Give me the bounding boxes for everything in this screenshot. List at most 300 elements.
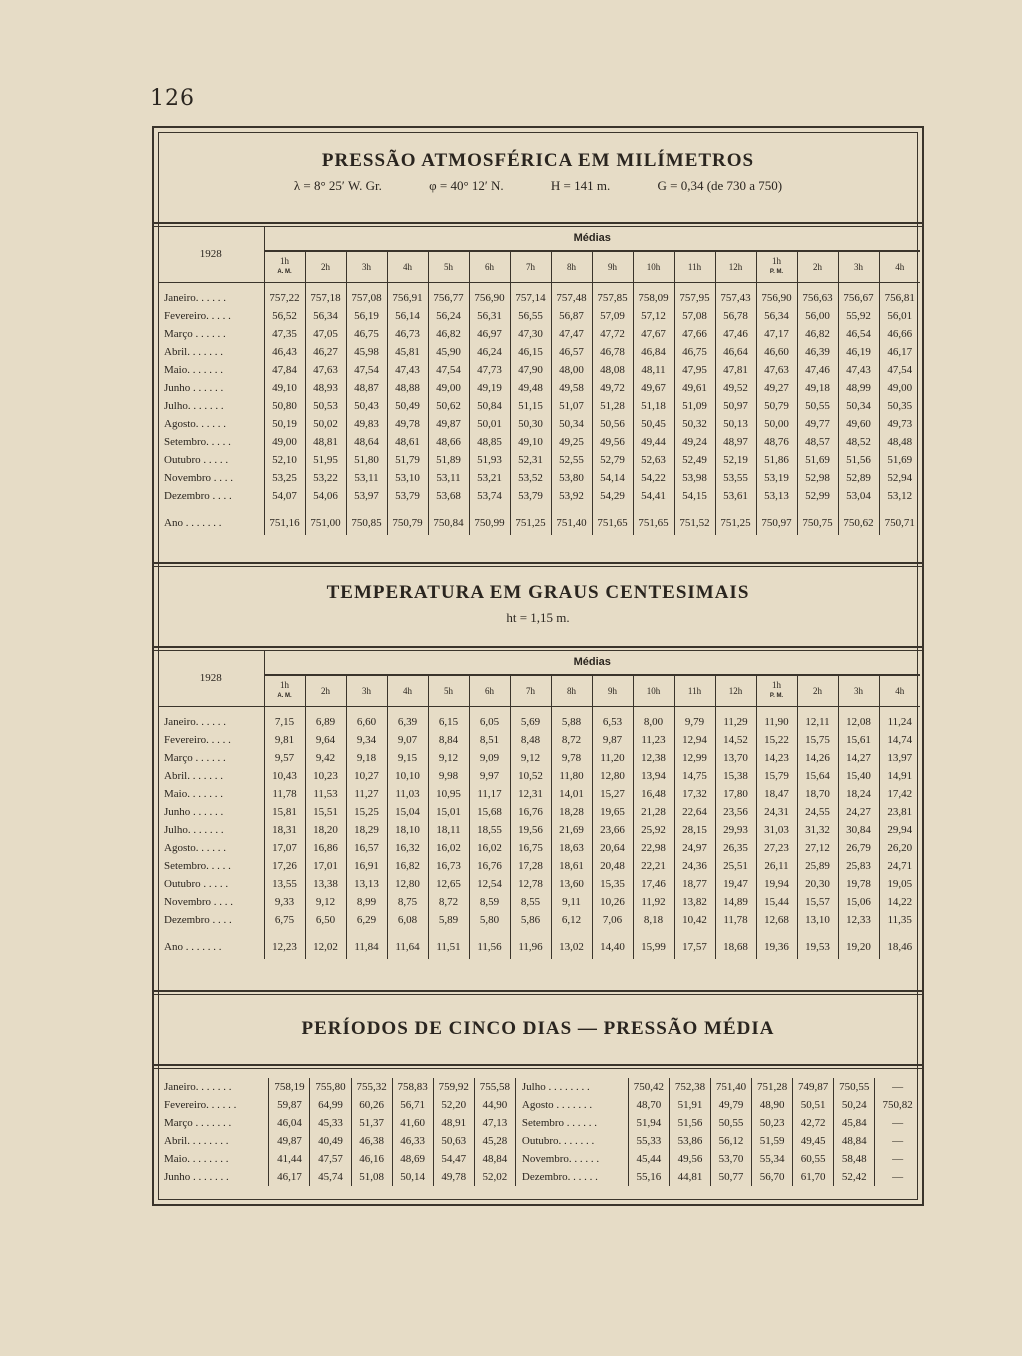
pressure-value-cell: 757,43 [715, 289, 756, 307]
temperature-medias-label: Médias [573, 656, 611, 668]
pressure-value-cell: 49,87 [428, 415, 469, 433]
periods-left-value: 755,80 [310, 1078, 351, 1096]
pressure-value-cell: 50,02 [305, 415, 346, 433]
temperature-hour-label: 4h [895, 685, 905, 696]
temperature-value-cell: 16,76 [469, 857, 510, 875]
pressure-value-cell: 49,24 [674, 433, 715, 451]
pressure-value-cell: 757,85 [592, 289, 633, 307]
pressure-value-cell: 50,79 [756, 397, 797, 415]
pressure-value-cell: 50,00 [756, 415, 797, 433]
pressure-value-cell: 48,76 [756, 433, 797, 451]
temperature-value-cell: 9,12 [510, 749, 551, 767]
temperature-value-cell: 19,94 [756, 875, 797, 893]
temperature-value-cell: 12,94 [674, 731, 715, 749]
temperature-value-cell: 11,24 [879, 713, 920, 731]
temperature-value-cell: 23,56 [715, 803, 756, 821]
pressure-value-cell: 46,73 [387, 325, 428, 343]
pressure-month-label: Março . . . . . . [158, 325, 264, 343]
pressure-row [158, 487, 920, 505]
temperature-value-cell: 6,60 [346, 713, 387, 731]
temperature-annual-value: 17,57 [674, 935, 715, 959]
pressure-value-cell: 45,98 [346, 343, 387, 361]
temperature-value-cell: 15,01 [428, 803, 469, 821]
temperature-value-cell: 6,08 [387, 911, 428, 929]
temperature-value-cell: 16,76 [510, 803, 551, 821]
pressure-annual-value: 751,65 [592, 511, 633, 535]
page-number: 126 [150, 86, 195, 111]
temperature-annual-value: 11,56 [469, 935, 510, 959]
temperature-value-cell: 30,84 [838, 821, 879, 839]
temperature-value-cell: 11,20 [592, 749, 633, 767]
periods-right-value: 55,16 [628, 1168, 669, 1186]
periods-left-value: 755,58 [474, 1078, 515, 1096]
temperature-month-label: Setembro. . . . . [158, 857, 264, 875]
temperature-hour-header [469, 675, 510, 707]
pressure-value-cell: 50,56 [592, 415, 633, 433]
periods-left-month: Maio. . . . . . . . [164, 1153, 229, 1165]
temperature-value-cell: 9,42 [305, 749, 346, 767]
pressure-value-cell: 56,19 [346, 307, 387, 325]
pressure-value-cell: 53,04 [838, 487, 879, 505]
temperature-value-cell: 10,27 [346, 767, 387, 785]
temperature-value-cell: 18,70 [797, 785, 838, 803]
pressure-hour-label: 3h [854, 261, 863, 272]
pressure-value-cell: 51,79 [387, 451, 428, 469]
temperature-value-cell: 11,27 [346, 785, 387, 803]
temperature-value-cell: 9,09 [469, 749, 510, 767]
temperature-hour-label: 9h [608, 685, 617, 696]
temperature-value-cell: 11,90 [756, 713, 797, 731]
periods-left-value: 48,69 [392, 1150, 433, 1168]
pressure-row [158, 433, 920, 451]
pressure-value-cell: 48,66 [428, 433, 469, 451]
periods-right-month: Novembro. . . . . . [515, 1150, 628, 1168]
pressure-row [158, 307, 920, 325]
pressure-annual-value: 750,79 [387, 511, 428, 535]
periods-left-value: 47,13 [474, 1114, 515, 1132]
pressure-hour-label: 11h [687, 261, 702, 272]
pressure-value-cell: 47,30 [510, 325, 551, 343]
periods-right-value: 50,77 [710, 1168, 751, 1186]
temperature-value-cell: 14,89 [715, 893, 756, 911]
pressure-value-cell: 53,80 [551, 469, 592, 487]
temperature-value-cell: 25,83 [838, 857, 879, 875]
periods-right-value: 50,23 [752, 1114, 793, 1132]
pressure-value-cell: 45,81 [387, 343, 428, 361]
temperature-value-cell: 24,55 [797, 803, 838, 821]
periods-right-value: 50,24 [834, 1096, 875, 1114]
temperature-value-cell: 12,33 [838, 911, 879, 929]
periods-right-value: 51,91 [669, 1096, 710, 1114]
pressure-value-cell: 53,25 [264, 469, 305, 487]
temperature-hour-label: 2h [813, 685, 822, 696]
pressure-value-cell: 48,48 [879, 433, 920, 451]
temperature-row [158, 893, 920, 911]
periods-left-value: 49,87 [269, 1132, 310, 1150]
temperature-value-cell: 25,51 [715, 857, 756, 875]
periods-left-value: 60,26 [351, 1096, 392, 1114]
temperature-value-cell: 13,82 [674, 893, 715, 911]
pressure-hour-header [551, 251, 592, 283]
periods-left-value: 41,60 [392, 1114, 433, 1132]
temperature-row [158, 821, 920, 839]
periods-right-value: 53,70 [710, 1150, 751, 1168]
periods-left-value: 49,78 [433, 1168, 474, 1186]
pressure-value-cell: 48,93 [305, 379, 346, 397]
pressure-value-cell: 52,89 [838, 469, 879, 487]
pressure-month-label: Junho . . . . . . [158, 379, 264, 397]
temperature-month-label: Dezembro . . . . [158, 911, 264, 929]
pressure-hour-header [264, 251, 305, 283]
periods-right-value: 51,56 [669, 1114, 710, 1132]
temperature-value-cell: 9,97 [469, 767, 510, 785]
pressure-param-altitude: H = 141 m. [550, 178, 611, 193]
pressure-value-cell: 47,67 [633, 325, 674, 343]
pressure-value-cell: 47,63 [305, 361, 346, 379]
temperature-value-cell: 8,59 [469, 893, 510, 911]
temperature-hour-header [756, 675, 797, 707]
pressure-value-cell: 54,41 [633, 487, 674, 505]
pressure-hour-header [715, 251, 756, 283]
temperature-hour-header [305, 675, 346, 707]
periods-table-wrap [158, 1078, 920, 1186]
pressure-value-cell: 46,39 [797, 343, 838, 361]
pressure-value-cell: 47,43 [387, 361, 428, 379]
periods-right-value: — [875, 1168, 920, 1186]
pressure-value-cell: 53,11 [346, 469, 387, 487]
periods-left-value: 48,91 [433, 1114, 474, 1132]
temperature-value-cell: 19,78 [838, 875, 879, 893]
periods-right-value: 44,81 [669, 1168, 710, 1186]
pressure-row [158, 361, 920, 379]
pressure-value-cell: 56,01 [879, 307, 920, 325]
periods-left-value: 47,57 [310, 1150, 351, 1168]
temperature-value-cell: 5,88 [551, 713, 592, 731]
temperature-hour-header [387, 675, 428, 707]
temperature-value-cell: 16,86 [305, 839, 346, 857]
temperature-value-cell: 20,30 [797, 875, 838, 893]
pressure-value-cell: 49,27 [756, 379, 797, 397]
temperature-value-cell: 15,25 [346, 803, 387, 821]
temperature-hour-header [797, 675, 838, 707]
pressure-value-cell: 47,90 [510, 361, 551, 379]
pressure-value-cell: 50,43 [346, 397, 387, 415]
temperature-annual-value: 12,02 [305, 935, 346, 959]
temperature-value-cell: 5,69 [510, 713, 551, 731]
pressure-value-cell: 54,22 [633, 469, 674, 487]
temperature-month-label: Março . . . . . . [158, 749, 264, 767]
pressure-annual-value: 750,85 [346, 511, 387, 535]
periods-left-value: 758,19 [269, 1078, 310, 1096]
periods-right-value: 50,51 [793, 1096, 834, 1114]
pressure-value-cell: 53,68 [428, 487, 469, 505]
temperature-value-cell: 13,38 [305, 875, 346, 893]
temperature-value-cell: 18,77 [674, 875, 715, 893]
pressure-bottom-rule [154, 562, 922, 567]
temperature-value-cell: 26,20 [879, 839, 920, 857]
periods-right-value: 52,42 [834, 1168, 875, 1186]
temperature-year: 1928 [158, 650, 264, 707]
periods-right-value: — [875, 1114, 920, 1132]
pressure-value-cell: 51,69 [879, 451, 920, 469]
temperature-value-cell: 10,95 [428, 785, 469, 803]
temperature-row [158, 839, 920, 857]
temperature-value-cell: 7,15 [264, 713, 305, 731]
pressure-value-cell: 756,91 [387, 289, 428, 307]
pressure-value-cell: 757,22 [264, 289, 305, 307]
periods-left-value: 50,63 [433, 1132, 474, 1150]
temperature-hour-label: 2h [321, 685, 330, 696]
pressure-value-cell: 49,00 [879, 379, 920, 397]
pressure-value-cell: 50,32 [674, 415, 715, 433]
temperature-value-cell: 16,91 [346, 857, 387, 875]
temperature-value-cell: 13,55 [264, 875, 305, 893]
temperature-value-cell: 9,87 [592, 731, 633, 749]
pressure-annual-value: 750,97 [756, 511, 797, 535]
temperature-value-cell: 15,35 [592, 875, 633, 893]
pressure-param-longitude: λ = 8° 25′ W. Gr. [293, 178, 382, 193]
temperature-hour-label: 10h [646, 685, 661, 696]
temperature-value-cell: 11,53 [305, 785, 346, 803]
periods-right-value: 42,72 [793, 1114, 834, 1132]
temperature-value-cell: 10,10 [387, 767, 428, 785]
temperature-hour-label: 12h [728, 685, 743, 696]
periods-right-value: — [875, 1132, 920, 1150]
pressure-value-cell: 49,19 [469, 379, 510, 397]
pressure-value-cell: 54,29 [592, 487, 633, 505]
pressure-value-cell: 50,45 [633, 415, 674, 433]
temperature-annual-row [158, 935, 920, 959]
pressure-value-cell: 52,10 [264, 451, 305, 469]
periods-left-value: 64,99 [310, 1096, 351, 1114]
temperature-row [158, 767, 920, 785]
temperature-value-cell: 15,38 [715, 767, 756, 785]
pressure-hour-header [592, 251, 633, 283]
pressure-value-cell: 53,74 [469, 487, 510, 505]
pressure-value-cell: 48,88 [387, 379, 428, 397]
pressure-value-cell: 53,97 [346, 487, 387, 505]
temperature-value-cell: 10,42 [674, 911, 715, 929]
page-frame [152, 126, 924, 1206]
pressure-value-cell: 51,18 [633, 397, 674, 415]
temperature-value-cell: 19,65 [592, 803, 633, 821]
temperature-param: ht = 1,15 m. [506, 610, 570, 625]
temperature-value-cell: 15,40 [838, 767, 879, 785]
pressure-value-cell: 46,78 [592, 343, 633, 361]
pressure-hour-header [756, 251, 797, 283]
pressure-value-cell: 50,13 [715, 415, 756, 433]
pressure-hour-header [838, 251, 879, 283]
pressure-value-cell: 48,87 [346, 379, 387, 397]
periods-left-value: 51,08 [351, 1168, 392, 1186]
temperature-row [158, 803, 920, 821]
pressure-value-cell: 49,25 [551, 433, 592, 451]
pressure-value-cell: 47,63 [756, 361, 797, 379]
pressure-value-cell: 756,81 [879, 289, 920, 307]
pressure-hour-label: 5h [444, 261, 453, 272]
pressure-value-cell: 50,30 [510, 415, 551, 433]
temperature-hour-header [551, 675, 592, 707]
periods-row [158, 1114, 920, 1132]
temperature-value-cell: 6,53 [592, 713, 633, 731]
pressure-hour-label: 7h [526, 261, 535, 272]
pressure-pm-label: P. M. [769, 269, 784, 275]
periods-left-value: 59,87 [269, 1096, 310, 1114]
temperature-value-cell: 7,06 [592, 911, 633, 929]
temperature-hour-label: 5h [444, 685, 453, 696]
periods-right-value: 751,28 [752, 1078, 793, 1096]
pressure-table-wrap [158, 226, 920, 535]
temperature-value-cell: 16,57 [346, 839, 387, 857]
temperature-hour-header [838, 675, 879, 707]
pressure-annual-value: 750,75 [797, 511, 838, 535]
temperature-value-cell: 12,99 [674, 749, 715, 767]
temperature-value-cell: 17,01 [305, 857, 346, 875]
pressure-hour-label: 2h [321, 261, 330, 272]
periods-left-value: 41,44 [269, 1150, 310, 1168]
temperature-value-cell: 8,48 [510, 731, 551, 749]
pressure-value-cell: 52,55 [551, 451, 592, 469]
pressure-title: PRESSÃO ATMOSFÉRICA EM MILÍMETROS [321, 150, 755, 171]
temperature-value-cell: 16,48 [633, 785, 674, 803]
pressure-hour-header [674, 251, 715, 283]
temperature-value-cell: 9,81 [264, 731, 305, 749]
temperature-value-cell: 17,32 [674, 785, 715, 803]
pressure-value-cell: 51,56 [838, 451, 879, 469]
periods-section [154, 1018, 922, 1040]
pressure-month-label: Julho. . . . . . . [158, 397, 264, 415]
pressure-annual-value: 751,40 [551, 511, 592, 535]
pressure-hour-header [305, 251, 346, 283]
periods-right-value: 55,34 [752, 1150, 793, 1168]
temperature-value-cell: 31,32 [797, 821, 838, 839]
pressure-value-cell: 49,60 [838, 415, 879, 433]
pressure-value-cell: 47,66 [674, 325, 715, 343]
pressure-value-cell: 55,92 [838, 307, 879, 325]
pressure-value-cell: 756,90 [756, 289, 797, 307]
periods-left-value: 46,38 [351, 1132, 392, 1150]
pressure-annual-value: 750,99 [469, 511, 510, 535]
temperature-month-label: Novembro . . . . [158, 893, 264, 911]
temperature-value-cell: 13,60 [551, 875, 592, 893]
pressure-month-label: Maio. . . . . . . [158, 361, 264, 379]
pressure-month-label: Abril. . . . . . . [158, 343, 264, 361]
pressure-annual-row [158, 511, 920, 535]
temperature-value-cell: 11,29 [715, 713, 756, 731]
periods-right-value: 49,79 [710, 1096, 751, 1114]
periods-right-value: 45,84 [834, 1114, 875, 1132]
pressure-hour-label: 8h [567, 261, 576, 272]
pressure-value-cell: 47,35 [264, 325, 305, 343]
pressure-value-cell: 53,98 [674, 469, 715, 487]
temperature-annual-value: 12,23 [264, 935, 305, 959]
pressure-value-cell: 56,55 [510, 307, 551, 325]
temperature-value-cell: 9,12 [305, 893, 346, 911]
pressure-month-label: Novembro . . . . [158, 469, 264, 487]
temperature-value-cell: 5,86 [510, 911, 551, 929]
pressure-value-cell: 51,07 [551, 397, 592, 415]
temperature-value-cell: 17,07 [264, 839, 305, 857]
pressure-value-cell: 49,56 [592, 433, 633, 451]
temperature-value-cell: 15,75 [797, 731, 838, 749]
pressure-value-cell: 48,64 [346, 433, 387, 451]
temperature-value-cell: 18,20 [305, 821, 346, 839]
pressure-value-cell: 53,11 [428, 469, 469, 487]
pressure-value-cell: 52,63 [633, 451, 674, 469]
pressure-annual-value: 751,25 [715, 511, 756, 535]
temperature-value-cell: 20,48 [592, 857, 633, 875]
pressure-value-cell: 49,58 [551, 379, 592, 397]
periods-left-value: 759,92 [433, 1078, 474, 1096]
periods-left-value: 52,20 [433, 1096, 474, 1114]
pressure-value-cell: 46,24 [469, 343, 510, 361]
pressure-value-cell: 47,81 [715, 361, 756, 379]
pressure-value-cell: 57,09 [592, 307, 633, 325]
pressure-value-cell: 50,49 [387, 397, 428, 415]
pressure-value-cell: 48,52 [838, 433, 879, 451]
temperature-value-cell: 21,28 [633, 803, 674, 821]
pressure-value-cell: 54,14 [592, 469, 633, 487]
pressure-value-cell: 756,90 [469, 289, 510, 307]
pressure-year: 1928 [158, 226, 264, 283]
periods-left-month: Março . . . . . . . [164, 1117, 232, 1129]
periods-right-value: 49,56 [669, 1150, 710, 1168]
pressure-hour-label: 3h [362, 261, 371, 272]
pressure-value-cell: 51,15 [510, 397, 551, 415]
temperature-annual-value: 11,96 [510, 935, 551, 959]
periods-left-value: 46,16 [351, 1150, 392, 1168]
temperature-hour-label: 6h [485, 685, 494, 696]
periods-right-value: 58,48 [834, 1150, 875, 1168]
periods-right-month: Dezembro. . . . . . [515, 1168, 628, 1186]
temperature-value-cell: 9,07 [387, 731, 428, 749]
temperature-value-cell: 8,51 [469, 731, 510, 749]
temperature-table-wrap [158, 650, 920, 959]
temperature-value-cell: 13,10 [797, 911, 838, 929]
periods-right-value: 45,44 [628, 1150, 669, 1168]
pressure-annual-value: 750,62 [838, 511, 879, 535]
periods-right-value: 53,86 [669, 1132, 710, 1150]
pressure-annual-value: 751,65 [633, 511, 674, 535]
periods-left-value: 50,14 [392, 1168, 433, 1186]
temperature-hour-label: 1h [772, 680, 781, 690]
temperature-value-cell: 18,28 [551, 803, 592, 821]
temperature-value-cell: 15,81 [264, 803, 305, 821]
temperature-value-cell: 8,75 [387, 893, 428, 911]
pressure-value-cell: 49,00 [264, 433, 305, 451]
pressure-hour-header [797, 251, 838, 283]
temperature-value-cell: 17,28 [510, 857, 551, 875]
temperature-value-cell: 19,05 [879, 875, 920, 893]
pressure-value-cell: 56,14 [387, 307, 428, 325]
pressure-value-cell: 56,24 [428, 307, 469, 325]
temperature-value-cell: 11,23 [633, 731, 674, 749]
pressure-value-cell: 53,19 [756, 469, 797, 487]
periods-right-month: Setembro . . . . . . [515, 1114, 628, 1132]
temperature-hour-label: 8h [567, 685, 576, 696]
temperature-month-label: Agosto. . . . . . [158, 839, 264, 857]
periods-left-value: 45,74 [310, 1168, 351, 1186]
temperature-value-cell: 18,61 [551, 857, 592, 875]
temperature-value-cell: 11,03 [387, 785, 428, 803]
pressure-value-cell: 52,49 [674, 451, 715, 469]
temperature-hour-header [346, 675, 387, 707]
pressure-param-gravity: G = 0,34 (de 730 a 750) [657, 178, 783, 193]
temperature-annual-value: 18,68 [715, 935, 756, 959]
temperature-value-cell: 24,97 [674, 839, 715, 857]
pressure-value-cell: 48,08 [592, 361, 633, 379]
pressure-value-cell: 756,67 [838, 289, 879, 307]
